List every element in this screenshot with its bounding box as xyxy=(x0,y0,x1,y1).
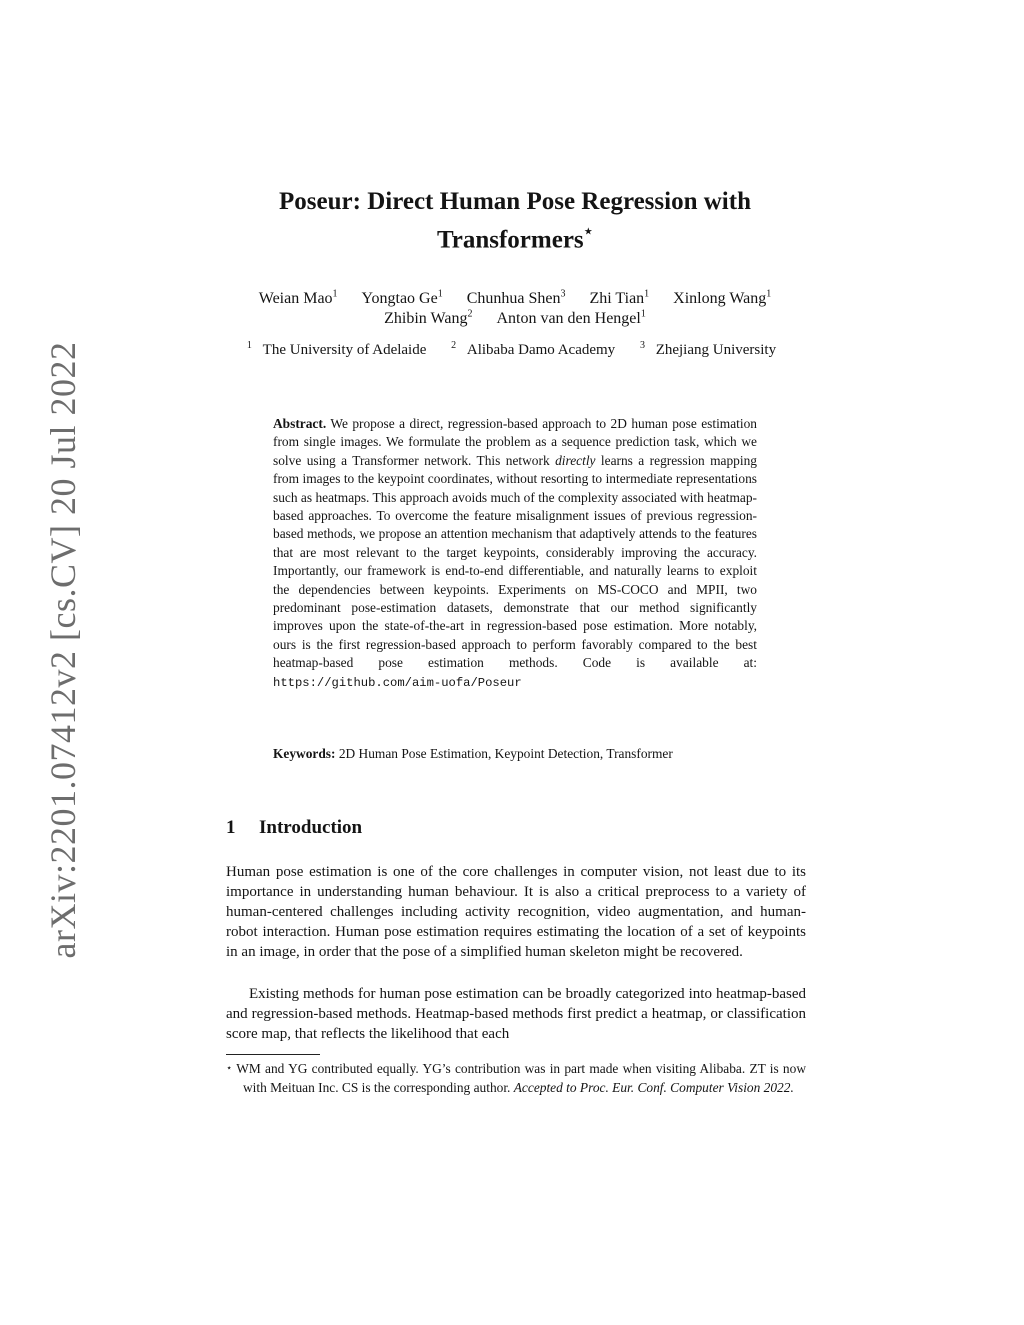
author-list-line-2 xyxy=(200,305,830,329)
author-affil-mark: 2 xyxy=(467,309,473,320)
abstract xyxy=(273,415,757,692)
abstract-text-b: learns a regression mapping from images to the keypoint coordinates, without resorting to intermediate representations such as heatmaps. This approach avoids much of the complexity associated with heatmap-based approaches. To overcome the feature misalignment issues of previous regression-based methods, we propose an attention mechanism that adaptively attends to the features that are most relevant to the target keypoints, considerably improving the accuracy. Importantly, our framework is end-to-end differentiable, and naturally learns to exploit the dependencies between keypoints. Experiments on MS-COCO and MPII, two predominant pose-estimation datasets, demonstrate that our method significantly improves upon the state-of-the-art in regression-based pose estimation. More notably, ours is the first regression-based approach to perform favorably compared to the best heatmap-based pose estimation methods. Code is available at: xyxy=(273,452,757,671)
author-affil-mark: 1 xyxy=(766,289,772,300)
author-affil-mark: 1 xyxy=(644,289,650,300)
section-title: Introduction xyxy=(259,817,363,838)
footnote xyxy=(226,1059,806,1097)
affiliation xyxy=(247,342,433,358)
affiliation-name: Alibaba Damo Academy xyxy=(466,342,616,358)
affiliations xyxy=(180,340,850,359)
author-name: Weian Mao xyxy=(258,290,333,308)
author xyxy=(384,310,472,327)
keywords xyxy=(273,745,757,763)
abstract-emphasis: directly xyxy=(555,452,596,468)
title-line-2-text: Transformers xyxy=(436,226,584,254)
footnote-rule xyxy=(226,1054,320,1055)
section-number: 1 xyxy=(226,817,236,838)
footnote-mark: ⋆ xyxy=(226,1063,233,1074)
code-url-link[interactable]: https://github.com/aim-uofa/Poseur xyxy=(273,675,522,690)
title-line-1: Poseur: Direct Human Pose Regression with xyxy=(279,188,751,215)
keywords-label: Keywords: xyxy=(273,746,336,761)
author xyxy=(496,310,645,327)
keywords-text: 2D Human Pose Estimation, Keypoint Detection, Transformer xyxy=(335,746,673,761)
affiliation-name: The University of Adelaide xyxy=(262,342,427,358)
author-affil-mark: 1 xyxy=(437,289,443,300)
affiliation-name: Zhejiang University xyxy=(655,342,777,358)
section-heading xyxy=(226,817,362,839)
author-affil-mark: 1 xyxy=(332,289,338,300)
author-name: Zhibin Wang xyxy=(384,310,468,328)
arxiv-stamp-text: arXiv:2201.07412v2 [cs.CV] 20 Jul 2022 xyxy=(43,341,83,959)
author-affil-mark: 3 xyxy=(560,289,566,300)
affiliation-mark: 2 xyxy=(451,340,457,351)
author-name: Chunhua Shen xyxy=(466,290,561,308)
abstract-label: Abstract. xyxy=(273,416,327,431)
author-affil-mark: 1 xyxy=(640,309,646,320)
title-line-2 xyxy=(200,218,830,256)
footnote-emphasis: Accepted to Proc. Eur. Conf. Computer Vision 2022. xyxy=(513,1080,794,1095)
author-name: Xinlong Wang xyxy=(673,290,767,308)
author-name: Anton van den Hengel xyxy=(496,310,641,328)
author-name: Zhi Tian xyxy=(589,290,645,308)
paper-title xyxy=(200,186,830,256)
footnote-text: WM and YG contributed equally. YG’s contribution was in part made when visiting Alibaba. ZT is now with Meituan Inc. CS is the corresponding author. xyxy=(232,1061,806,1095)
abstract-text-a: We propose a direct, regression-based approach to 2D human pose estimation from single images. We formulate the problem as a sequence prediction task, which we solve using a Transformer network. This network xyxy=(273,416,757,468)
affiliation xyxy=(640,342,783,358)
title-footnote-mark: ⋆ xyxy=(583,224,594,240)
affiliation-mark: 1 xyxy=(246,340,252,351)
affiliation-mark: 3 xyxy=(639,340,645,351)
author-name: Yongtao Ge xyxy=(361,290,438,308)
body-paragraph: Existing methods for human pose estimation can be broadly categorized into heatmap-based and regression-based methods. Heatmap-based methods first predict a heatmap, or classification score map, that reflects the likelihood that each xyxy=(226,986,806,1042)
affiliation xyxy=(451,342,622,358)
body-paragraph: Human pose estimation is one of the core challenges in computer vision, not least due to its importance in understanding human behaviour. It is also a critical preprocess to a variety of human-centered challenges including activity recognition, video augmentation, and human-robot interaction. Human pose estimation requires estimating the location of a set of keypoints in an image, in order that the pose of a simplified human skeleton might be recovered. xyxy=(226,864,806,960)
